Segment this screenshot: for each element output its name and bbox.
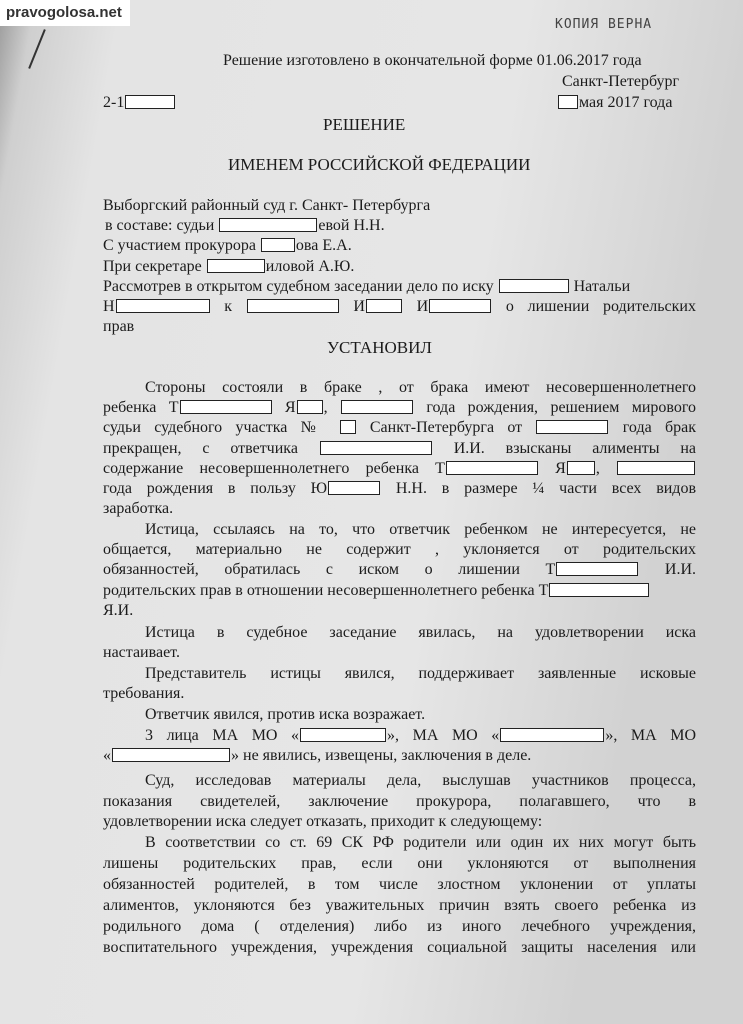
paragraph-2-line-2: общается, материально не содержит , уклоняется от родительских [103,541,696,558]
secretary-line: При секретаре иловой А.Ю. [103,258,355,275]
paragraph-6-line-2: « » не явились, извещены, заключения в деле. [103,747,532,764]
paragraph-2-line-5: Я.И. [103,602,134,619]
court-name: Выборгский районный суд г. Санкт- Петербурга [103,197,431,214]
paragraph-8-line-3: обязанностей родителей, в том числе злостном уклонении от уплаты [103,876,696,893]
paragraph-4-line-1: Представитель истицы явился, поддерживает заявленные исковые [145,665,696,682]
document-subtitle: ИМЕНЕМ РОССИЙСКОЙ ФЕДЕРАЦИИ [228,155,531,174]
considered-line: Рассмотрев в открытом судебном заседании дело по иску Натальи [103,278,631,295]
paragraph-7-line-2: показания свидетелей, заключение прокурора, полагавшего, что в [103,793,696,810]
paragraph-6-line-1: 3 лица МА МО « », МА МО « », МА МО [145,727,697,744]
paragraph-1-line-4: прекращен, с ответчика И.И. взысканы алименты на [103,440,697,457]
decision-date: мая 2017 года [557,94,672,112]
paragraph-1-line-3: судьи судебного участка № Санкт-Петербурга от года брак [103,419,697,436]
paragraph-2-line-3: обязанностей, обратилась с иском о лишении Т И.И. [103,561,696,578]
paragraph-1-line-5: содержание несовершеннолетнего ребенка Т Я , [103,460,696,478]
paragraph-1-line-2: ребенка Т Я , года рождения, решением мирового [103,399,697,416]
paragraph-8-line-2: лишены родительских прав, если они уклоняются от выполнения [103,855,696,872]
paragraph-8-line-5: родильного дома ( отделения) либо из иного лечебного учреждения, [103,918,696,935]
pen-mark [28,29,46,69]
parties-line-end: прав [103,318,135,335]
paragraph-8-line-1: В соответствии со ст. 69 СК РФ родители или один их них могут быть [145,834,696,851]
paragraph-1-line-6: года рождения в пользу Ю Н.Н. в размере ¼ части всех видов [103,480,696,497]
paragraph-1-line-7: заработка. [103,500,174,517]
case-number: 2-1 [103,94,176,112]
paragraph-1-line-1: Стороны состояли в браке , от брака имеют несовершеннолетнего [145,379,696,396]
paragraph-7-line-3: удовлетворении иска следует отказать, приходит к следующему: [103,813,543,830]
established-heading: УСТАНОВИЛ [327,338,432,357]
paragraph-4-line-2: требования. [103,685,185,702]
parties-line: Н к И И о лишении родительских [103,298,696,315]
copy-stamp: КОПИЯ ВЕРНА [555,17,653,32]
prosecutor-line: С участием прокурора ова Е.А. [103,237,352,254]
paragraph-8-line-4: алиментов, уклоняются без уважительных причин взять своего ребенка из [103,897,696,914]
judge-line: в составе: судьи евой Н.Н. [105,217,385,234]
paragraph-5-line-1: Ответчик явился, против иска возражает. [145,706,426,723]
city: Санкт-Петербург [562,73,680,90]
final-form-note: Решение изготовлено в окончательной форме 01.06.2017 года [223,52,642,69]
paragraph-3-line-2: настаивает. [103,644,180,661]
document-title: РЕШЕНИЕ [323,115,406,134]
paragraph-8-line-6: воспитательного учреждения, учреждения социальной защиты населения или [103,939,696,956]
paragraph-3-line-1: Истица в судебное заседание явилась, на удовлетворении иска [145,624,696,641]
paragraph-2-line-4: родительских прав в отношении несовершеннолетнего ребенка Т [103,582,650,600]
paragraph-2-line-1: Истица, ссылаясь на то, что ответчик ребенком не интересуется, не [145,521,696,538]
paragraph-7-line-1: Суд, исследовав материалы дела, выслушав участников процесса, [145,772,696,789]
site-watermark: pravogolosa.net [0,0,130,26]
